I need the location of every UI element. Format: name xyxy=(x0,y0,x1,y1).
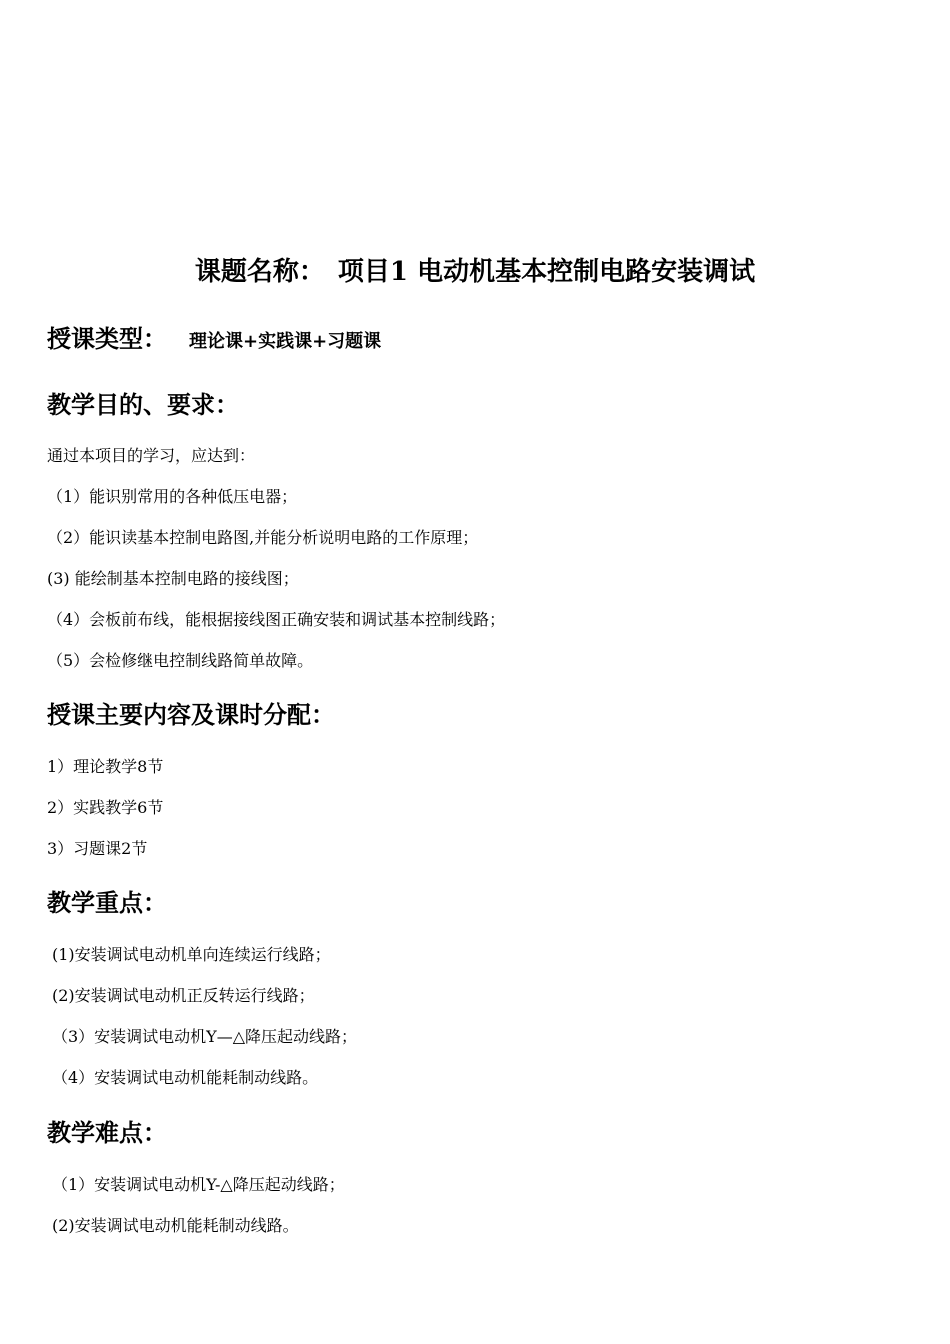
course-type-row xyxy=(47,322,381,359)
content-item: 2）实践教学6节 xyxy=(47,798,164,817)
key-point-item: (2)安装调试电动机正反转运行线路； xyxy=(52,986,315,1005)
page-title: 课题名称： 项目1 电动机基本控制电路安装调试 xyxy=(194,257,756,287)
key-point-item: (1)安装调试电动机单向连续运行线路； xyxy=(52,945,331,964)
key-point-item: （3）安装调试电动机Y—△降压起动线路； xyxy=(52,1027,358,1046)
key-point-item: （4）安装调试电动机能耗制动线路。 xyxy=(52,1068,319,1087)
content-item: 1）理论教学8节 xyxy=(47,757,164,776)
course-type-label: 授课类型： xyxy=(47,324,167,353)
difficulty-item: (2)安装调试电动机能耗制动线路。 xyxy=(52,1216,299,1235)
difficulty-item: （1）安装调试电动机Y-△降压起动线路； xyxy=(52,1175,345,1194)
content-item: 3）习题课2节 xyxy=(47,839,148,858)
objective-item: (3) 能绘制基本控制电路的接线图； xyxy=(47,569,299,588)
objective-item: （5）会检修继电控制线路简单故障。 xyxy=(47,651,314,670)
content-heading: 授课主要内容及课时分配： xyxy=(47,700,335,729)
key-points-heading: 教学重点： xyxy=(47,888,167,917)
difficulties-heading: 教学难点： xyxy=(47,1118,167,1147)
objective-item: （4）会板前布线，能根据接线图正确安装和调试基本控制线路； xyxy=(47,610,506,629)
objectives-heading: 教学目的、要求： xyxy=(47,390,239,419)
objective-item: （1）能识别常用的各种低压电器； xyxy=(47,487,298,506)
course-type-value: 理论课+实践课+习题课 xyxy=(189,331,382,352)
objective-item: （2）能识读基本控制电路图,并能分析说明电路的工作原理； xyxy=(47,528,479,547)
objectives-intro: 通过本项目的学习，应达到： xyxy=(47,446,256,465)
